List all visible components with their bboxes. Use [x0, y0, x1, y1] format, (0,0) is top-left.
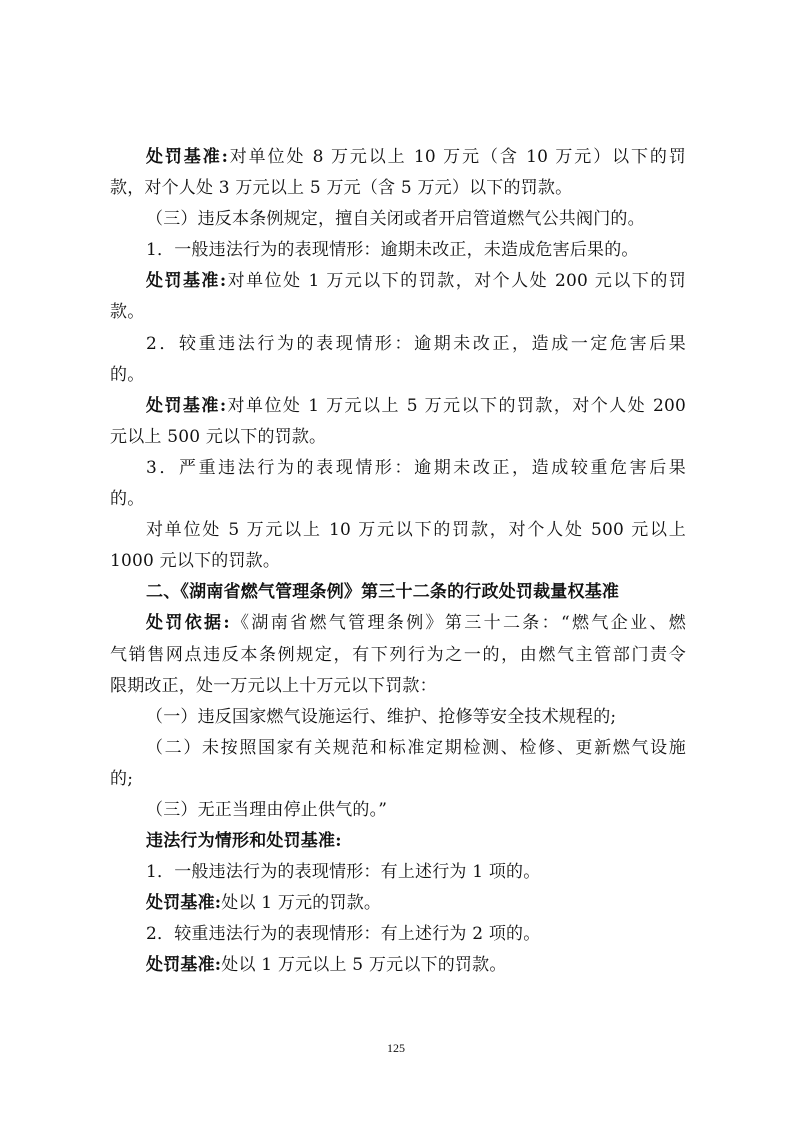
paragraph-line-21: 的;: [110, 768, 134, 789]
paragraph-line-1: 处罚基准:对单位处 8 万元以上 10 万元（含 10 万元）以下的罚: [146, 147, 686, 167]
page-number: 125: [387, 1041, 405, 1055]
paragraph-line-13: 对单位处 5 万元以上 10 万元以下的罚款，对个人处 500 元以上: [146, 520, 686, 541]
penalty-standard-label: 处罚基准:: [146, 955, 222, 976]
paragraph-line-6: 款。: [110, 302, 145, 323]
paragraph-line-14: 1000 元以下的罚款。: [110, 551, 281, 572]
paragraph-line-24: 1．一般违法行为的表现情形：有上述行为 1 项的。: [146, 862, 541, 883]
penalty-standard-label: 处罚基准:: [146, 147, 229, 167]
paragraph-line-2: 款，对个人处 3 万元以上 5 万元（含 5 万元）以下的罚款。: [110, 178, 573, 199]
paragraph-line-9: 处罚基准:对单位处 1 万元以上 5 万元以下的罚款，对个人处 200: [146, 395, 686, 416]
paragraph-line-4: 1．一般违法行为的表现情形：逾期未改正，未造成危害后果的。: [146, 240, 639, 261]
paragraph-line-26: 2．较重违法行为的表现情形：有上述行为 2 项的。: [146, 924, 541, 945]
paragraph-line-18: 限期改正，处一万元以上十万元以下罚款：: [110, 675, 437, 696]
paragraph-line-17: 气销售网点违反本条例规定，有下列行为之一的，由燃气主管部门责令: [110, 644, 686, 665]
paragraph-line-7: 2．较重违法行为的表现情形：逾期未改正，造成一定危害后果: [146, 333, 686, 354]
section-heading: 二、《湖南省燃气管理条例》第三十二条的行政处罚裁量权基准: [146, 582, 620, 603]
paragraph-line-3: （三）违反本条例规定，擅自关闭或者开启管道燃气公共阀门的。: [146, 209, 645, 230]
paragraph-line-10: 元以上 500 元以下的罚款。: [110, 426, 327, 447]
paragraph-line-22: （三）无正当理由停止供气的。”: [146, 799, 388, 820]
penalty-basis-label: 处罚依据:: [146, 613, 230, 634]
paragraph-line-19: （一）违反国家燃气设施运行、维护、抢修等安全技术规程的;: [146, 706, 617, 727]
subsection-heading: 违法行为情形和处罚基准:: [146, 831, 342, 852]
penalty-standard-label: 处罚基准:: [146, 395, 227, 416]
paragraph-line-25: 处罚基准:处以 1 万元的罚款。: [146, 893, 382, 914]
paragraph-line-8: 的。: [110, 364, 145, 385]
paragraph-line-16: 处罚依据:《湖南省燃气管理条例》第三十二条：“燃气企业、燃: [146, 613, 686, 634]
document-body: [110, 142, 686, 982]
penalty-standard-label: 处罚基准:: [146, 893, 222, 914]
paragraph-line-20: （二）未按照国家有关规范和标准定期检测、检修、更新燃气设施: [146, 737, 686, 758]
paragraph-line-5: 处罚基准:对单位处 1 万元以下的罚款，对个人处 200 元以下的罚: [146, 271, 686, 292]
paragraph-line-12: 的。: [110, 489, 145, 510]
paragraph-line-11: 3．严重违法行为的表现情形：逾期未改正，造成较重危害后果: [146, 457, 686, 478]
penalty-standard-label: 处罚基准:: [146, 271, 227, 292]
paragraph-line-27: 处罚基准:处以 1 万元以上 5 万元以下的罚款。: [146, 955, 507, 976]
